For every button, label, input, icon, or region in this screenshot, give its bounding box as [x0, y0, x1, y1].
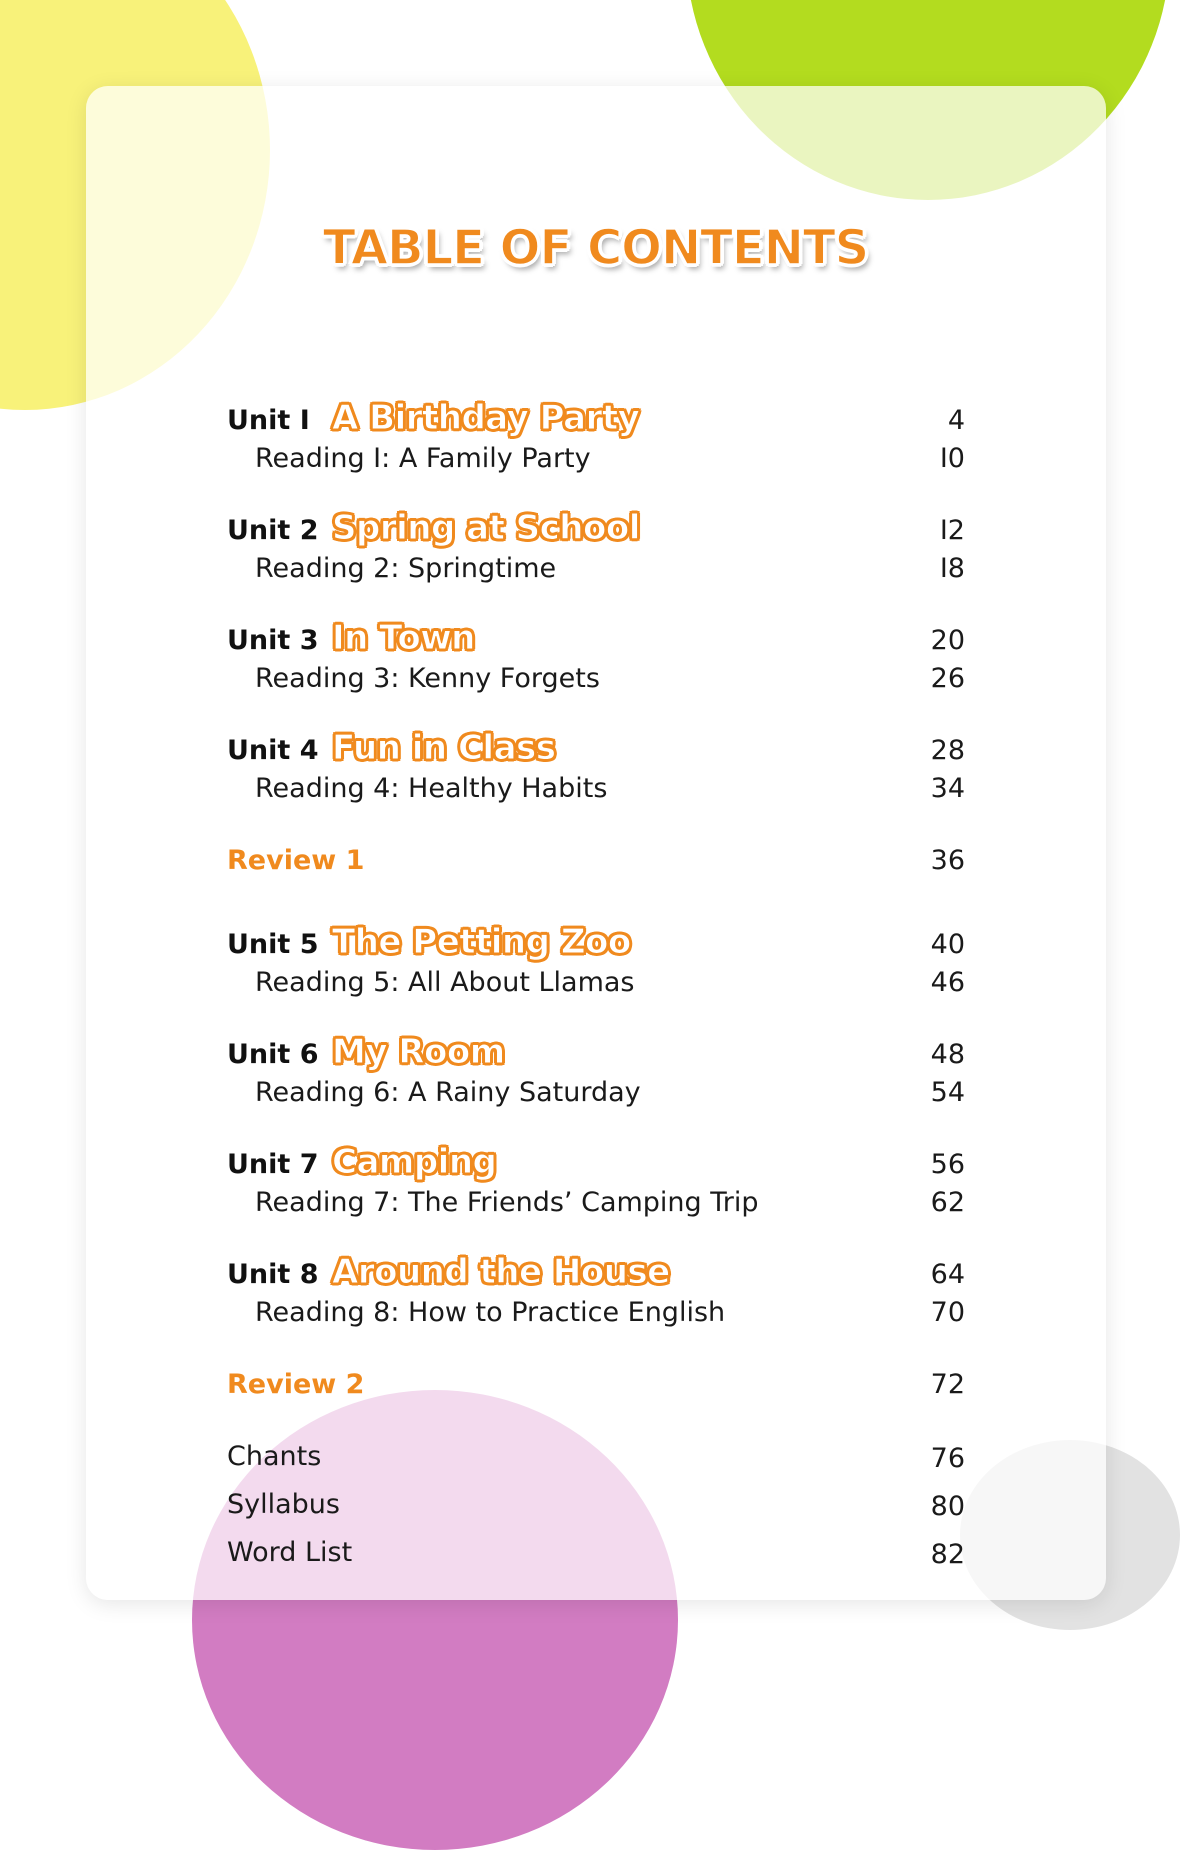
page-number: 36 — [930, 845, 965, 876]
unit-number: Unit 3 — [227, 625, 319, 656]
toc-unit-row[interactable] — [227, 400, 965, 440]
unit-title: Camping — [332, 1142, 497, 1182]
toc-reading-row[interactable] — [227, 770, 965, 808]
page-number: 56 — [930, 1149, 965, 1180]
unit-number: Unit 8 — [227, 1259, 319, 1290]
extra-title: Word List — [227, 1537, 353, 1568]
reading-title: Reading 4: Healthy Habits — [255, 773, 608, 804]
page-number: 40 — [930, 929, 965, 960]
toc-review-row[interactable] — [227, 1364, 965, 1404]
toc-extra-row[interactable] — [227, 1526, 965, 1574]
page-number: I2 — [939, 515, 965, 546]
toc-unit-row[interactable] — [227, 1254, 965, 1294]
page-number: 80 — [930, 1491, 965, 1522]
unit-number: Unit 6 — [227, 1039, 319, 1070]
unit-number: Unit 5 — [227, 929, 319, 960]
page-number: 26 — [930, 663, 965, 694]
unit-number: Unit 7 — [227, 1149, 319, 1180]
review-block — [227, 1364, 965, 1404]
toc-reading-row[interactable] — [227, 1294, 965, 1332]
page-number: 72 — [930, 1369, 965, 1400]
toc-unit-row[interactable] — [227, 510, 965, 550]
toc-reading-row[interactable] — [227, 964, 965, 1002]
toc-review-row[interactable] — [227, 840, 965, 880]
toc-reading-row[interactable] — [227, 660, 965, 698]
unit-block — [227, 400, 965, 478]
reading-title: Reading 8: How to Practice English — [255, 1297, 726, 1328]
reading-title: Reading 2: Springtime — [255, 553, 557, 584]
unit-number: Unit I — [227, 405, 310, 436]
extra-title: Syllabus — [227, 1489, 340, 1520]
unit-number: Unit 4 — [227, 735, 319, 766]
extras-block — [227, 1430, 965, 1574]
toc-reading-row[interactable] — [227, 1184, 965, 1222]
unit-title: Fun in Class — [332, 728, 556, 768]
unit-block — [227, 730, 965, 808]
reading-title: Reading I: A Family Party — [255, 443, 591, 474]
unit-title: A Birthday Party — [332, 398, 640, 438]
toc-extra-row[interactable] — [227, 1430, 965, 1478]
page-title: TABLE OF CONTENTS — [322, 220, 869, 276]
page-number: 48 — [930, 1039, 965, 1070]
review-title: Review 2 — [227, 1369, 365, 1400]
unit-title: My Room — [332, 1032, 505, 1072]
reading-title: Reading 7: The Friends’ Camping Trip — [255, 1187, 759, 1218]
page-number: 62 — [930, 1187, 965, 1218]
toc-reading-row[interactable] — [227, 1074, 965, 1112]
toc-unit-row[interactable] — [227, 1144, 965, 1184]
toc-unit-row[interactable] — [227, 620, 965, 660]
review-block — [227, 840, 965, 880]
page-number: 34 — [930, 773, 965, 804]
unit-title: The Petting Zoo — [332, 922, 631, 962]
toc-unit-row[interactable] — [227, 1034, 965, 1074]
unit-block — [227, 1254, 965, 1332]
unit-block — [227, 1144, 965, 1222]
page-number: 54 — [930, 1077, 965, 1108]
page-number: 82 — [930, 1539, 965, 1570]
reading-title: Reading 6: A Rainy Saturday — [255, 1077, 641, 1108]
reading-title: Reading 5: All About Llamas — [255, 967, 635, 998]
page-number: 28 — [930, 735, 965, 766]
page-number: I8 — [939, 553, 965, 584]
page-number: 70 — [930, 1297, 965, 1328]
toc-unit-row[interactable] — [227, 924, 965, 964]
unit-block — [227, 620, 965, 698]
unit-title: Spring at School — [332, 508, 640, 548]
unit-title: In Town — [332, 618, 475, 658]
page-number: 20 — [930, 625, 965, 656]
reading-title: Reading 3: Kenny Forgets — [255, 663, 600, 694]
extra-title: Chants — [227, 1441, 322, 1472]
toc-reading-row[interactable] — [227, 550, 965, 588]
table-of-contents — [227, 400, 965, 1574]
unit-block — [227, 924, 965, 1002]
review-title: Review 1 — [227, 845, 365, 876]
unit-block — [227, 510, 965, 588]
page-number: 46 — [930, 967, 965, 998]
toc-unit-row[interactable] — [227, 730, 965, 770]
toc-extra-row[interactable] — [227, 1478, 965, 1526]
unit-title: Around the House — [332, 1252, 670, 1292]
unit-number: Unit 2 — [227, 515, 319, 546]
page-number: I0 — [939, 443, 965, 474]
page-number: 76 — [930, 1443, 965, 1474]
page-number: 4 — [947, 405, 965, 436]
unit-block — [227, 1034, 965, 1112]
toc-reading-row[interactable] — [227, 440, 965, 478]
page-number: 64 — [930, 1259, 965, 1290]
